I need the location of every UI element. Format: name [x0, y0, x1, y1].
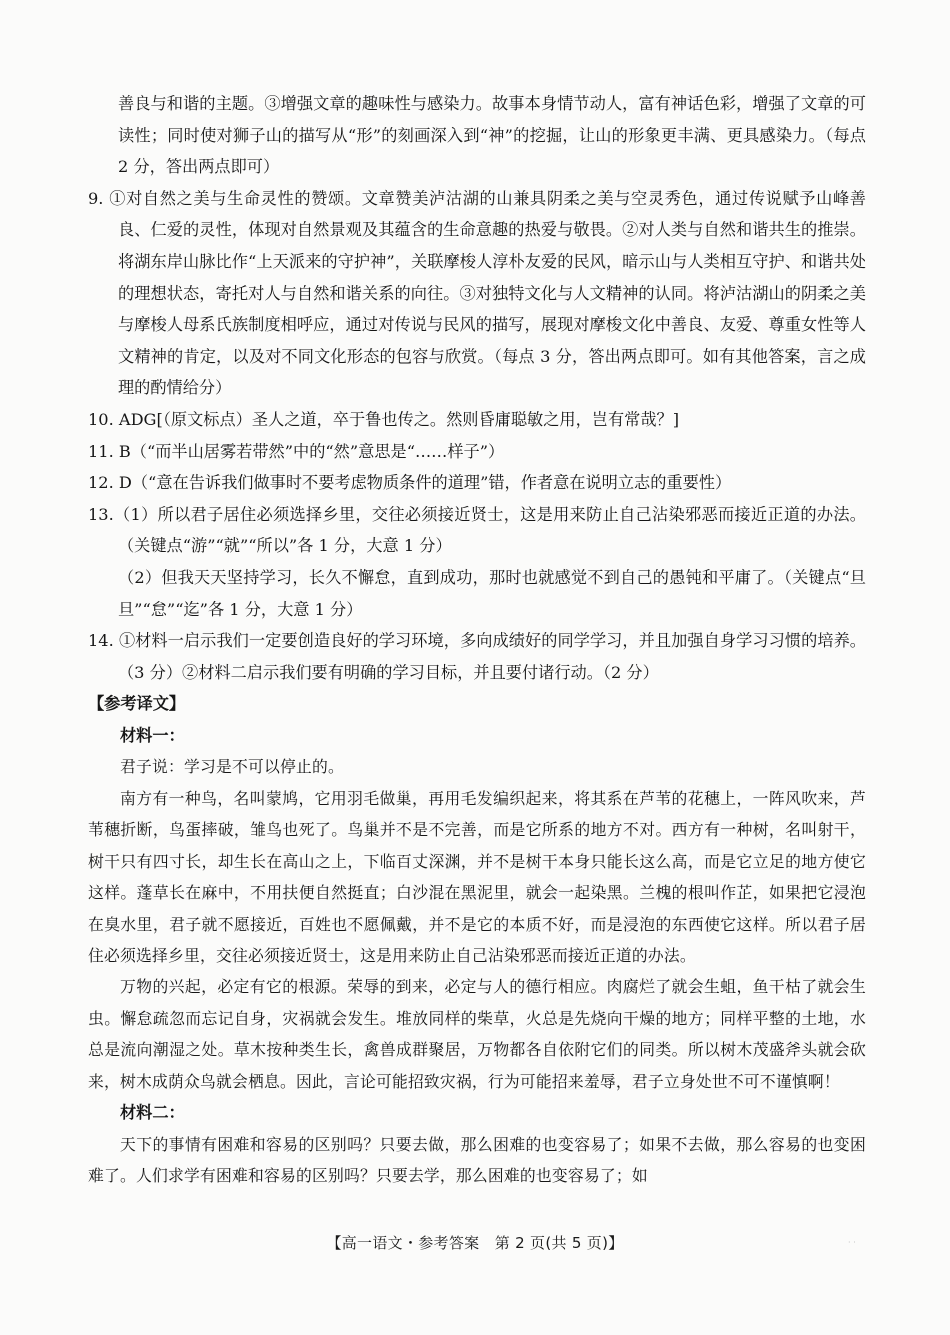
- material-one-title: 材料一：: [120, 725, 185, 745]
- material-two-paragraph-1: 天下的事情有困难和容易的区别吗？只要去做，那么困难的也变容易了；如果不去做，那么容易的也变困难了。人们求学有困难和容易的区别吗？只要去学，那么困难的也变容易了；如: [88, 1134, 866, 1185]
- answer-10: 10. ADG[（原文标点）圣人之道，卒于鲁也传之。然则昏庸聪敏之用，岂有常哉？]: [88, 409, 680, 429]
- answer-8-continuation: 善良与和谐的主题。③增强文章的趣味性与感染力。故事本身情节动人，富有神话色彩，增强了文章的可读性；同时使对狮子山的描写从“形”的刻画深入到“神”的挖掘，让山的形象更丰满、更具感染力。（每点 2 分，答出两点即可）: [118, 94, 866, 177]
- material-one-paragraph-3: 万物的兴起，必定有它的根源。荣辱的到来，必定与人的德行相应。肉腐烂了就会生蛆，鱼干枯了就会生虫。懈怠疏忽而忘记自身，灾祸就会发生。堆放同样的柴草，火总是先烧向干燥的地方；同样平整的土地，水总是流向潮湿之处。草木按种类生长，禽兽成群聚居，万物都各自依附它们的同类。所以树木茂盛斧头就会砍来，树木成荫众鸟就会栖息。因此，言论可能招致灾祸，行为可能招来羞辱，君子立身处世不可不谨慎啊！: [88, 977, 866, 1091]
- answer-12: 12. D（“意在告诉我们做事时不要考虑物质条件的道理”错，作者意在说明立志的重要性）: [88, 473, 732, 493]
- corner-mark: · ·: [848, 1238, 856, 1247]
- reference-translation-heading: 【参考译文】: [88, 694, 186, 714]
- answer-13-part-2: （2）但我天天坚持学习，长久不懈怠，直到成功，那时也就感觉不到自己的愚钝和平庸了。（关键点“旦旦”“怠”“迄”各 1 分，大意 1 分）: [118, 567, 866, 619]
- page-content: [88, 88, 866, 1191]
- material-one-paragraph-2: 南方有一种鸟，名叫蒙鸠，它用羽毛做巢，再用毛发编织起来，将其系在芦苇的花穗上，一阵风吹来，芦苇穗折断，鸟蛋摔破，雏鸟也死了。鸟巢并不是不完善，而是它所系的地方不对。西方有一种树，名叫射干，树干只有四寸长，却生长在高山之上，下临百丈深渊，并不是树干本身只能长这么高，而是它立足的地方使它这样。蓬草长在麻中，不用扶便自然挺直；白沙混在黑泥里，就会一起染黑。兰槐的根叫作芷，如果把它浸泡在臭水里，君子就不愿接近，百姓也不愿佩戴，并不是它的本质不好，而是浸泡的东西使它这样。所以君子居住必须选择乡里，交往必须接近贤士，这是用来防止自己沾染邪恶而接近正道的办法。: [88, 788, 866, 965]
- answer-14: 14. ①材料一启示我们一定要创造良好的学习环境，多向成绩好的同学学习，并且加强自身学习习惯的培养。（3 分）②材料二启示我们要有明确的学习目标，并且要付诸行动。（2 分）: [88, 631, 866, 682]
- material-two-title: 材料二：: [120, 1102, 185, 1122]
- answer-13-part-1: 13.（1）所以君子居住必须选择乡里，交往必须接近贤士，这是用来防止自己沾染邪恶而接近正道的办法。（关键点“游”“就”“所以”各 1 分，大意 1 分）: [88, 504, 866, 556]
- page-footer: 【高一语文・参考答案 第 2 页(共 5 页)】: [326, 1234, 624, 1252]
- material-one-paragraph-1: 君子说：学习是不可以停止的。: [120, 757, 344, 777]
- answer-11: 11. B（“而半山居雾若带然”中的“然”意思是“……样子”）: [88, 441, 505, 461]
- answer-9: 9. ①对自然之美与生命灵性的赞颂。文章赞美泸沽湖的山兼具阴柔之美与空灵秀色，通过传说赋予山峰善良、仁爱的灵性，体现对自然景观及其蕴含的生命意趣的热爱与敬畏。②对人类与自然和谐共生的推崇。将湖东岸山脉比作“上天派来的守护神”，关联摩梭人淳朴友爱的民风，暗示山与人类相互守护、和谐共处的理想状态，寄托对人与自然和谐关系的向往。③对独特文化与人文精神的认同。将泸沽湖山的阴柔之美与摩梭人母系氏族制度相呼应，通过对传说与民风的描写，展现对摩梭文化中善良、友爱、尊重女性等人文精神的肯定，以及对不同文化形态的包容与欣赏。（每点 3 分，答出两点即可。如有其他答案，言之成理的酌情给分）: [88, 188, 866, 398]
